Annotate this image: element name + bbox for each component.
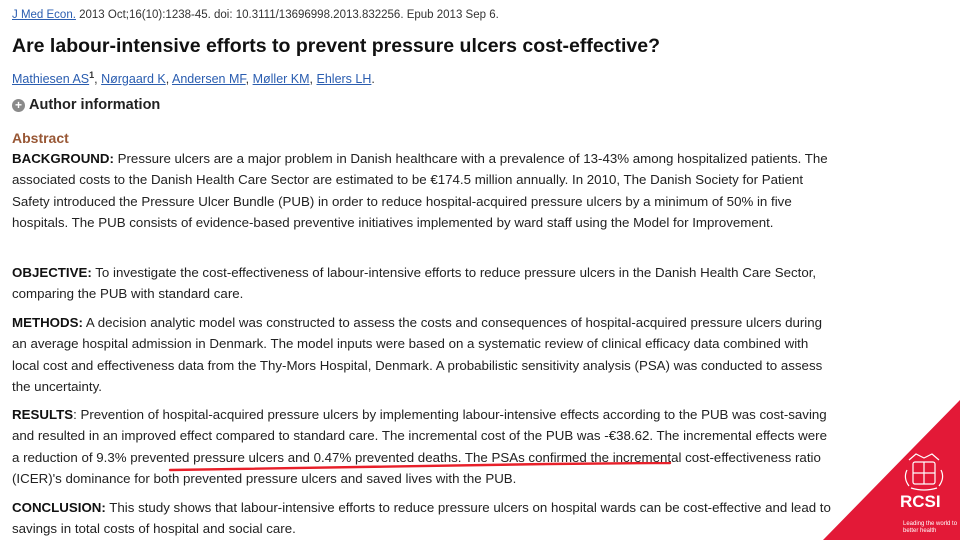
methods-text: A decision analytic model was constructed to assess the costs and consequences of hospital-acquired pressure ulcers during an average hospital admission in Denmark. The model inputs were based on a systematic review of clinical efficacy data combined with local cost and effectiveness data from the Thy-Mors Hospital, Denmark. A probabilistic sensitivity analysis (PSA) was conducted to assess the uncertainty.: [12, 315, 823, 394]
rcsi-logo-panel: [823, 400, 960, 540]
red-corner-shape: [823, 400, 960, 540]
article-title: Are labour-intensive efforts to prevent pressure ulcers cost-effective?: [12, 35, 661, 57]
author-link-5[interactable]: Ehlers LH: [316, 72, 372, 87]
author-link-4[interactable]: Møller KM: [252, 72, 310, 87]
author-list: Mathiesen $AS^1$, Nørgaard K, Andersen MF, Møller KM, Ehlers LH.: [12, 70, 375, 87]
author-information-toggle[interactable]: [12, 97, 160, 113]
rcsi-wordmark: RCSI: [900, 492, 941, 511]
abstract-conclusion: [12, 497, 837, 540]
objective-text: To investigate the cost-effectiveness of labour-intensive efforts to reduce pressure ulcers in the Danish Health Care Sector, comparing the PUB with standard care.: [12, 265, 817, 302]
methods-label: METHODS:: [12, 315, 83, 330]
abstract-objective: [12, 262, 837, 305]
conclusion-label: CONCLUSION:: [12, 500, 106, 515]
background-label: BACKGROUND:: [12, 151, 114, 166]
author-link-3[interactable]: Andersen MF: [171, 72, 246, 87]
expand-plus-icon[interactable]: +: [12, 99, 25, 112]
conclusion-text: This study shows that labour-intensive efforts to reduce pressure ulcers on hospital wards can be cost-effective and lead to savings in total costs of hospital and social care.: [12, 500, 831, 537]
abstract-background: [12, 148, 837, 233]
objective-label: OBJECTIVE:: [12, 265, 92, 280]
results-label: RESULTS: [12, 407, 74, 422]
abstract-methods: [12, 312, 837, 397]
red-underline-annotation: [168, 462, 673, 474]
author-affiliation-sup: 1: [89, 70, 95, 80]
citation-line: [12, 9, 499, 21]
journal-link[interactable]: J Med Econ.: [12, 9, 76, 21]
author-information-label: Author information: [29, 97, 161, 113]
rcsi-tagline: Leading the world to better health: [903, 521, 958, 534]
author-link-2[interactable]: Nørgaard K: [101, 72, 166, 87]
citation-details: 2013 Oct;16(10):1238-45. doi: 10.3111/13696998.2013.832256. Epub 2013 Sep 6.: [75, 9, 499, 21]
abstract-heading: Abstract: [12, 130, 69, 146]
results-text: : Prevention of hospital-acquired pressure ulcers by implementing labour-intensive effects according to the PUB was cost-saving and resulted in an improved effect compared to standard care. The incremental cost of the PUB was -€38.62. The incremental effects were a reduction of 9.3% prevented pressure ulcers and 0.47% prevented deaths. The PSAs confirmed the incremental cost-effectiveness ratio (ICER)'s dominance for both prevented pressure ulcers and saved lives with the PUB.: [12, 407, 827, 486]
author-link-1[interactable]: Mathiesen AS: [12, 72, 90, 87]
background-text: Pressure ulcers are a major problem in Danish healthcare with a prevalence of 13-43% among hospitalized patients. The associated costs to the Danish Health Care Sector are estimated to be €174.5 million annually. In 2010, The Danish Society for Patient Safety introduced the Pressure Ulcer Bundle (PUB) in order to reduce hospital-acquired pressure ulcers by a minimum of 50% in five hospitals. The PUB consists of evidence-based preventive initiatives implemented by ward staff using the Model for Improvement.: [12, 151, 828, 230]
abstract-results: [12, 404, 837, 489]
